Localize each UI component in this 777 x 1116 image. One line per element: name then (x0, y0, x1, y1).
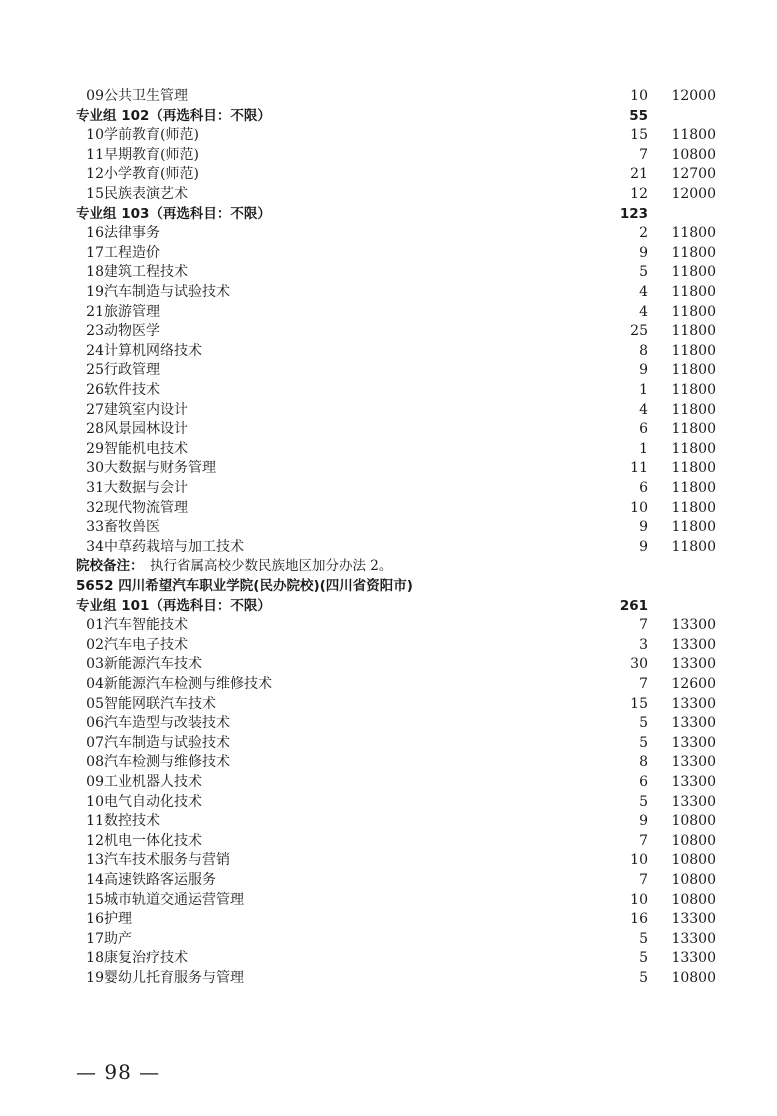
major-row (0, 87, 777, 107)
major-name: 汽车检测与维修技术 (104, 754, 230, 771)
tuition-fee: 13300 (671, 950, 716, 967)
note-text: 执行省属高校少数民族地区加分办法 2。 (150, 558, 393, 575)
tuition-fee: 11800 (671, 440, 716, 457)
major-name: 学前教育(师范) (104, 127, 199, 144)
enrollment-count: 15 (630, 127, 648, 144)
major-name: 康复治疗技术 (104, 950, 188, 967)
major-name: 新能源汽车技术 (104, 656, 202, 673)
tuition-fee: 11800 (671, 538, 716, 555)
major-code: 15 (86, 891, 104, 908)
major-name: 工业机器人技术 (104, 774, 202, 790)
tuition-fee: 12700 (671, 166, 716, 183)
major-name: 护理 (104, 911, 132, 928)
tuition-fee: 11800 (671, 342, 716, 359)
major-name: 工程造价 (104, 244, 160, 261)
tuition-fee: 10800 (671, 891, 716, 908)
major-code: 19 (86, 284, 104, 300)
enrollment-count: 8 (639, 754, 648, 771)
tuition-fee: 12000 (671, 88, 716, 104)
major-name: 城市轨道交通运营管理 (104, 891, 244, 908)
enrollment-count: 5 (639, 734, 648, 751)
major-row (0, 479, 777, 499)
major-row (0, 518, 777, 538)
major-code: 32 (86, 499, 104, 516)
major-row (0, 910, 777, 930)
tuition-fee: 11800 (671, 284, 716, 300)
enrollment-count: 5 (639, 793, 648, 810)
enrollment-count: 10 (630, 499, 648, 516)
major-row (0, 793, 777, 813)
major-row (0, 969, 777, 989)
tuition-fee: 11800 (671, 519, 716, 536)
tuition-fee: 11800 (671, 323, 716, 340)
enrollment-count: 1 (639, 382, 648, 398)
school-name: 5652 四川希望汽车职业学院(民办院校)(四川省资阳市) (76, 578, 413, 594)
major-row (0, 322, 777, 342)
major-row (0, 499, 777, 519)
major-code: 09 (86, 774, 104, 790)
major-code: 27 (86, 401, 104, 418)
major-name: 软件技术 (104, 382, 160, 398)
major-code: 28 (86, 421, 104, 438)
enrollment-count: 21 (630, 166, 648, 183)
major-code: 10 (86, 127, 104, 144)
major-code: 23 (86, 323, 104, 340)
major-code: 17 (86, 930, 104, 947)
major-code: 24 (86, 342, 104, 359)
major-name: 建筑室内设计 (104, 401, 188, 418)
enrollment-count: 9 (639, 813, 648, 830)
major-row (0, 440, 777, 460)
major-row (0, 224, 777, 244)
tuition-fee: 11800 (671, 362, 716, 379)
tuition-fee: 12000 (671, 186, 716, 202)
major-name: 高速铁路客运服务 (104, 872, 216, 888)
tuition-fee: 11800 (671, 127, 716, 144)
tuition-fee: 13300 (671, 734, 716, 751)
major-code: 17 (86, 244, 104, 261)
tuition-fee: 11800 (671, 303, 716, 320)
major-name: 动物医学 (104, 323, 160, 340)
major-code: 10 (86, 793, 104, 810)
enrollment-count: 3 (639, 636, 648, 653)
major-row (0, 812, 777, 832)
major-name: 汽车智能技术 (104, 617, 188, 634)
major-name: 婴幼儿托育服务与管理 (104, 970, 244, 986)
major-name: 计算机网络技术 (104, 342, 202, 359)
major-code: 03 (86, 656, 104, 673)
major-name: 民族表演艺术 (104, 186, 188, 202)
tuition-fee: 11800 (671, 225, 716, 242)
enrollment-count: 7 (639, 676, 648, 692)
major-name: 中草药栽培与加工技术 (104, 538, 244, 555)
tuition-fee: 11800 (671, 264, 716, 281)
major-row (0, 342, 777, 362)
major-name: 建筑工程技术 (104, 264, 188, 281)
tuition-fee: 10800 (671, 813, 716, 830)
enrollment-count: 9 (639, 538, 648, 555)
enrollment-count: 6 (639, 774, 648, 790)
tuition-fee: 13300 (671, 617, 716, 634)
major-code: 11 (86, 146, 104, 163)
major-code: 21 (86, 303, 104, 320)
major-name: 公共卫生管理 (104, 88, 188, 104)
enrollment-count: 15 (630, 695, 648, 712)
enrollment-count: 6 (639, 421, 648, 438)
tuition-fee: 13300 (671, 793, 716, 810)
enrollment-count: 30 (630, 656, 648, 673)
major-name: 汽车电子技术 (104, 636, 188, 653)
tuition-fee: 13300 (671, 636, 716, 653)
group-total: 261 (619, 597, 648, 614)
major-code: 02 (86, 636, 104, 653)
major-row (0, 361, 777, 381)
tuition-fee: 10800 (671, 852, 716, 869)
major-code: 34 (86, 538, 104, 555)
enrollment-count: 8 (639, 342, 648, 359)
major-code: 13 (86, 852, 104, 869)
enrollment-count: 6 (639, 480, 648, 496)
major-name: 汽车制造与试验技术 (104, 284, 230, 300)
major-code: 05 (86, 695, 104, 712)
group-label: 专业组 103（再选科目：不限） (76, 205, 271, 222)
major-name: 早期教育(师范) (104, 146, 199, 163)
tuition-fee: 13300 (671, 930, 716, 947)
tuition-fee: 10800 (671, 832, 716, 849)
group-header-row (0, 107, 777, 127)
major-code: 26 (86, 382, 104, 398)
major-row (0, 734, 777, 754)
major-code: 18 (86, 950, 104, 967)
major-name: 法律事务 (104, 225, 160, 242)
major-code: 15 (86, 186, 104, 202)
tuition-fee: 12600 (671, 676, 716, 692)
major-row (0, 263, 777, 283)
major-row (0, 381, 777, 401)
enrollment-count: 12 (630, 186, 648, 202)
enrollment-count: 10 (630, 891, 648, 908)
major-row (0, 851, 777, 871)
major-row (0, 655, 777, 675)
group-header-row (0, 205, 777, 225)
enrollment-count: 4 (639, 284, 648, 300)
enrollment-count: 5 (639, 950, 648, 967)
major-code: 12 (86, 832, 104, 849)
major-code: 16 (86, 225, 104, 242)
major-row (0, 675, 777, 695)
major-name: 汽车技术服务与营销 (104, 852, 230, 869)
major-name: 新能源汽车检测与维修技术 (104, 676, 272, 692)
major-code: 18 (86, 264, 104, 281)
major-name: 助产 (104, 930, 132, 947)
major-code: 25 (86, 362, 104, 379)
enrollment-count: 5 (639, 930, 648, 947)
major-row (0, 420, 777, 440)
page-number: — 98 — (76, 1060, 161, 1084)
major-row (0, 459, 777, 479)
major-name: 机电一体化技术 (104, 832, 202, 849)
major-row (0, 616, 777, 636)
group-label: 专业组 102（再选科目：不限） (76, 107, 271, 124)
major-name: 风景园林设计 (104, 421, 188, 438)
tuition-fee: 10800 (671, 970, 716, 986)
group-total: 123 (619, 205, 648, 222)
major-name: 汽车制造与试验技术 (104, 734, 230, 751)
group-label: 专业组 101（再选科目：不限） (76, 597, 271, 614)
tuition-fee: 11800 (671, 382, 716, 398)
major-name: 汽车造型与改装技术 (104, 715, 230, 732)
tuition-fee: 13300 (671, 715, 716, 732)
major-row (0, 146, 777, 166)
enrollment-count: 7 (639, 146, 648, 163)
enrollment-count: 25 (630, 323, 648, 340)
major-code: 14 (86, 872, 104, 888)
major-code: 16 (86, 911, 104, 928)
group-header-row (0, 597, 777, 617)
major-code: 19 (86, 970, 104, 986)
major-row (0, 636, 777, 656)
major-name: 现代物流管理 (104, 499, 188, 516)
enrollment-count: 9 (639, 244, 648, 261)
major-code: 12 (86, 166, 104, 183)
major-code: 11 (86, 813, 104, 830)
major-name: 大数据与会计 (104, 480, 188, 496)
major-name: 大数据与财务管理 (104, 460, 216, 477)
major-row (0, 871, 777, 891)
tuition-fee: 13300 (671, 754, 716, 771)
major-name: 智能网联汽车技术 (104, 695, 216, 712)
major-row (0, 126, 777, 146)
major-row (0, 283, 777, 303)
tuition-fee: 13300 (671, 911, 716, 928)
major-row (0, 185, 777, 205)
enrollment-count: 9 (639, 362, 648, 379)
tuition-fee: 10800 (671, 872, 716, 888)
major-row (0, 891, 777, 911)
major-row (0, 773, 777, 793)
major-code: 31 (86, 480, 104, 496)
major-row (0, 714, 777, 734)
enrollment-count: 5 (639, 970, 648, 986)
major-code: 08 (86, 754, 104, 771)
major-code: 09 (86, 88, 104, 104)
enrollment-count: 10 (630, 852, 648, 869)
group-total: 55 (629, 107, 648, 124)
major-code: 30 (86, 460, 104, 477)
major-code: 04 (86, 676, 104, 692)
major-code: 07 (86, 734, 104, 751)
tuition-fee: 11800 (671, 460, 716, 477)
major-name: 行政管理 (104, 362, 160, 379)
major-row (0, 695, 777, 715)
major-code: 33 (86, 519, 104, 536)
tuition-fee: 13300 (671, 656, 716, 673)
tuition-fee: 11800 (671, 244, 716, 261)
school-header-row (0, 577, 777, 597)
enrollment-count: 5 (639, 715, 648, 732)
major-name: 旅游管理 (104, 303, 160, 320)
enrollment-count: 4 (639, 303, 648, 320)
enrollment-count: 2 (639, 225, 648, 242)
major-row (0, 538, 777, 558)
school-note-row (0, 557, 777, 577)
major-row (0, 930, 777, 950)
major-row (0, 753, 777, 773)
enrollment-count: 9 (639, 519, 648, 536)
note-label: 院校备注： (76, 558, 144, 575)
enrollment-count: 11 (630, 460, 648, 477)
tuition-fee: 13300 (671, 774, 716, 790)
major-row (0, 949, 777, 969)
enrollment-count: 7 (639, 832, 648, 849)
major-code: 29 (86, 440, 104, 457)
enrollment-count: 1 (639, 440, 648, 457)
tuition-fee: 11800 (671, 480, 716, 496)
tuition-fee: 13300 (671, 695, 716, 712)
major-row (0, 401, 777, 421)
major-row (0, 832, 777, 852)
tuition-fee: 11800 (671, 401, 716, 418)
major-name: 智能机电技术 (104, 440, 188, 457)
major-row (0, 244, 777, 264)
major-name: 数控技术 (104, 813, 160, 830)
major-row (0, 303, 777, 323)
enrollment-count: 5 (639, 264, 648, 281)
major-code: 06 (86, 715, 104, 732)
major-name: 畜牧兽医 (104, 519, 160, 536)
enrollment-count: 16 (630, 911, 648, 928)
enrollment-count: 7 (639, 872, 648, 888)
enrollment-count: 7 (639, 617, 648, 634)
enrollment-count: 4 (639, 401, 648, 418)
enrollment-count: 10 (630, 88, 648, 104)
major-name: 小学教育(师范) (104, 166, 199, 183)
tuition-fee: 11800 (671, 421, 716, 438)
major-code: 01 (86, 617, 104, 634)
major-name: 电气自动化技术 (104, 793, 202, 810)
tuition-fee: 10800 (671, 146, 716, 163)
tuition-fee: 11800 (671, 499, 716, 516)
major-row (0, 165, 777, 185)
